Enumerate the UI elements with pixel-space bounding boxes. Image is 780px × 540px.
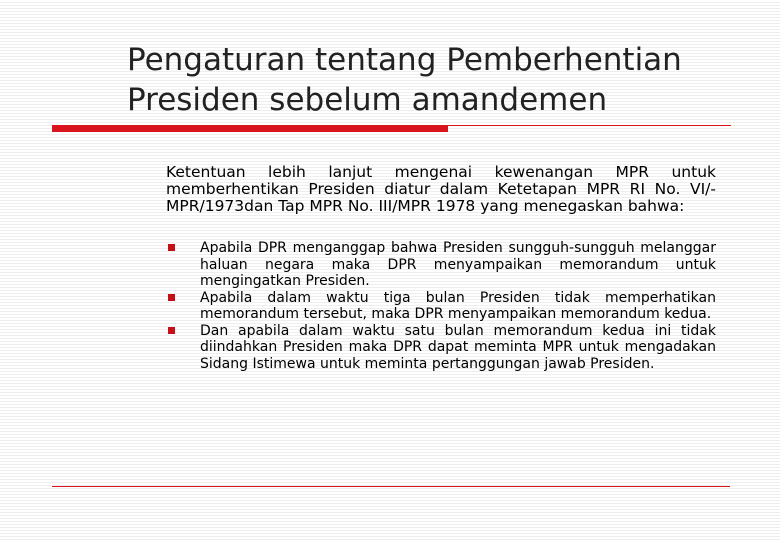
bullet-text: Apabila dalam waktu tiga bulan Presiden tidak memperhatikan memorandum tersebut, maka DPR menyampaikan memorandum kedua. (200, 289, 716, 322)
bullet-list (166, 240, 716, 372)
slide-title (127, 40, 682, 120)
intro-paragraph: Ketentuan lebih lanjut mengenai kewenangan MPR untuk memberhentikan Presiden diatur dalam Ketetapan MPR RI No. VI/-MPR/1973dan Tap MPR No. III/MPR 1978 yang menegaskan bahwa: (166, 163, 716, 215)
bullet-item (166, 290, 716, 323)
title-underline-thin (448, 125, 731, 126)
square-bullet-icon (168, 294, 175, 301)
bullet-item (166, 323, 716, 373)
bullet-text: Apabila DPR menganggap bahwa Presiden sungguh-sungguh melanggar haluan negara maka DPR menyampaikan memorandum untuk mengingatkan Presiden. (200, 240, 716, 289)
bullet-item (166, 240, 716, 290)
square-bullet-icon (168, 244, 175, 251)
slide-title-line-2: Presiden sebelum amandemen (127, 82, 608, 118)
square-bullet-icon (168, 327, 175, 334)
slide-title-line-1: Pengaturan tentang Pemberhentian (127, 42, 682, 78)
footer-rule (52, 486, 730, 487)
title-underline-thick (52, 125, 448, 132)
bullet-text: Dan apabila dalam waktu satu bulan memorandum kedua ini tidak diindahkan Presiden maka DPR dapat meminta MPR untuk mengadakan Sidang Istimewa untuk meminta pertanggungan jawab Presiden. (200, 322, 716, 372)
